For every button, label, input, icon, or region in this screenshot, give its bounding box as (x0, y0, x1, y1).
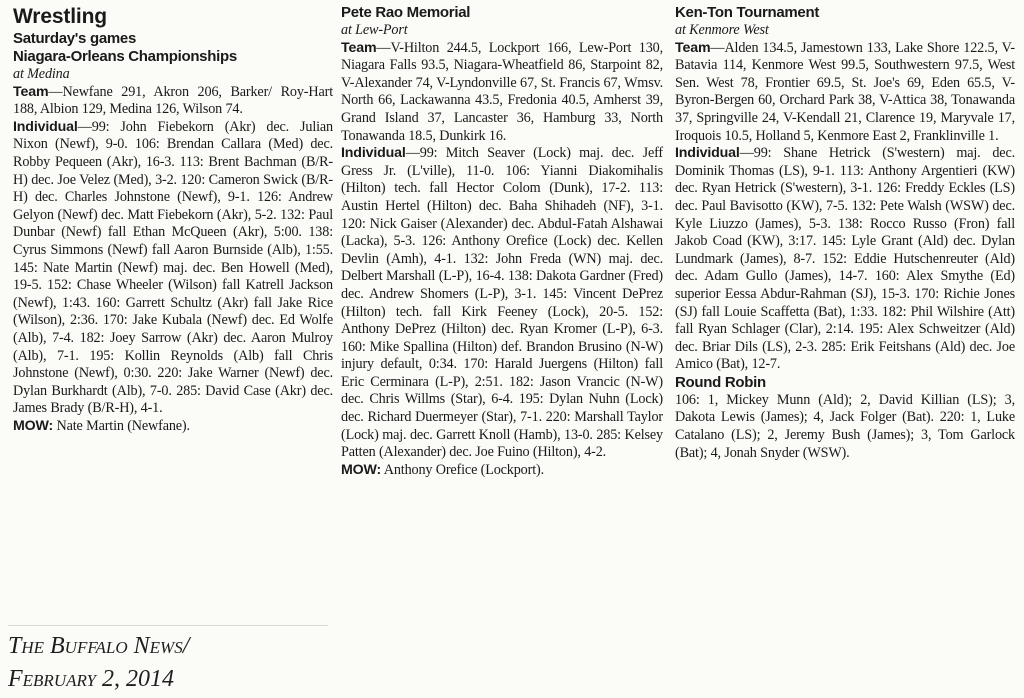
team-results: Team—V-Hilton 244.5, Lockport 166, Lew-Port 130, Niagara Falls 93.5, Niagara-Wheatfield 86, Starpoint 82, V-Alexander 74, V-Lyndonville 67, St. Francis 67, Wmsv. North 66, Lackawanna 43.5, Fredonia 40.5, Amherst 39, Grand Island 37, Lancaster 36, Hamburg 33, North Tonawanda 18.5, Dunkirk 16. (341, 39, 663, 144)
mow: MOW: Anthony Orefice (Lockport). (341, 461, 544, 478)
event-title: Ken-Ton Tournament (675, 4, 820, 21)
mow: MOW: Nate Martin (Newfane). (13, 417, 190, 434)
credit-date: February 2, 2014 (8, 666, 175, 692)
column-ken-ton (675, 4, 1015, 462)
individual-results: Individual—99: Shane Hetrick (S'western) maj. dec. Dominik Thomas (LS), 9-1. 113: Anthony Argentieri (KW) dec. Ryan Hetrick (S'western), 3-1. 126: Freddy Eckles (LS) dec. Paul Bavisotto (KW), 7-5. 132: Pete Walsh (WSW) dec. Kyle Liuzzo (James), 5-3. 138: Rocco Russo (Fron) fall Jakob Coad (KW), 3:17. 145: Lyle Grant (Ald) dec. Dylan Lundmark (James), 8-7. 152: Eddie Hutschenreuter (Ald) dec. Adam Gullo (James), 14-7. 160: Alex Smythe (Ed) superior Eessa Abdur-Rahman (SJ), 15-3. 170: Richie Jones (SJ) fall Louie Scaffetta (Bat), 1:33. 182: Phil Wilshire (Att) fall Ryan Schlager (Clar), 2:14. 195: Alex Schweitzer (Ald) dec. Briar Dils (LS), 2-3. 285: Erik Feitshans (Ald) dec. Joe Amico (Bat), 12-7. (675, 145, 1015, 373)
event-title: Pete Rao Memorial (341, 4, 471, 21)
section-title: Wrestling (13, 5, 107, 28)
column-pete-rao (341, 4, 663, 479)
credit-publication: The Buffalo News/ (8, 633, 190, 659)
team-results: Team—Alden 134.5, Jamestown 133, Lake Shore 122.5, V-Batavia 114, Kenmore West 99.5, Southwestern 97.5, West Sen. West 78, Frontier 69.5, St. Joe's 69, Eden 65.5, V-Byron-Bergen 60, Orchard Park 38, V-Attica 38, Tonawanda 37, Springville 24, V-Kendall 21, Clarence 19, Maryvale 17, Iroquois 10.5, Holland 5, Kenmore East 2, Franklinville 1. (675, 39, 1015, 144)
event-title: Niagara-Orleans Championships (13, 48, 237, 65)
event-venue: at Lew-Port (341, 22, 408, 38)
day-heading: Saturday's games (13, 30, 136, 47)
round-robin-results: 106: 1, Mickey Munn (Ald); 2, David Killian (LS); 3, Dakota Lewis (James); 4, Jack Folger (Bat). 220: 1, Luke Catalano (LS); 2, Jeremy Bush (James); 3, Tom Garlock (Bat); 4, Jonah Snyder (WSW). (675, 391, 1015, 461)
source-credit (8, 625, 328, 696)
individual-results: Individual—99: Mitch Seaver (Lock) maj. dec. Jeff Gress Jr. (L'ville), 11-0. 106: Yianni Diakomihalis (Hilton) tech. fall Hector Colom (Dunk), 17-2. 113: Austin Hertel (Hilton) dec. Baha Shihadeh (NF), 3-1. 120: Nick Gaiser (Alexander) dec. Abdul-Fatah Alshawai (Lacka), 5-3. 126: Anthony Orefice (Lock) dec. Kellen Devlin (Amh), 4-1. 132: John Freda (WN) maj. dec. Delbert Marshall (L-P), 16-4. 138: Dakota Gardner (Fred) dec. Andrew Shomers (L-P), 3-1. 145: Vincent DePrez (Hilton) tech. fall Kirk Feeney (Lock), 20-5. 152: Anthony DePrez (Hilton) dec. Ryan Kromer (L-P), 6-3. 160: Mike Spallina (Hilton) def. Brandon Brusino (N-W) injury default, 0:34. 170: Harald Juergens (Hilton) fall Eric Cerminara (L-P), 2:51. 182: Jason Vrancic (N-W) dec. Chris Willms (Star), 6-4. 195: Dylan Nuhn (Lock) dec. Richard Duermeyer (Star), 7-1. 220: Marshall Taylor (Lock) maj. dec. Garrett Knoll (Hamb), 13-0. 285: Kelsey Patten (Alexander) dec. Joe Fuino (Hilton), 4-2. (341, 145, 663, 461)
individual-results: Individual—99: John Fiebekorn (Akr) dec. Julian Nixon (Newf), 9-0. 106: Brendan Callara (Med) dec. Robby Pequeen (Akr), 16-3. 113: Brent Bachman (B/R-H) dec. Joe Velez (Med), 3-2. 120: Cameron Swick (B/R-H) dec. Charles Johnstone (Newf), 9-1. 126: Andrew Gelyon (Newf) dec. Matt Fiebekorn (Akr), 5-2. 132: Paul Dunbar (Newf) fall Ethan McQueen (Akr), 5:00. 138: Cyrus Simmons (Newf) fall Aaron Burnside (Alb), 1:55. 145: Nate Martin (Newf) maj. dec. Ben Howell (Med), 19-5. 152: Chase Wheeler (Wilson) fall Katrell Jackson (Newf), 1:43. 160: Garrett Schultz (Akr) fall Jake Rice (Wilson), 2:36. 170: Jake Kubala (Newf) dec. Ed Wolfe (Alb), 7-4. 182: Joey Sarrow (Akr) dec. Aaron Mulroy (Alb), 7-1. 195: Kollin Reynolds (Alb) fall Chris Johnstone (Newf), 0:30. 220: Jake Warner (Newf) dec. Dylan Burkhardt (Alb), 7-0. 285: David Case (Akr) dec. James Brady (B/R-H), 4-1. (13, 118, 333, 417)
column-niagara-orleans (13, 4, 333, 435)
team-results: Team—Newfane 291, Akron 206, Barker/ Roy-Hart 188, Albion 129, Medina 126, Wilson 74. (13, 83, 333, 118)
round-robin-title: Round Robin (675, 373, 766, 391)
event-venue: at Kenmore West (675, 22, 769, 38)
event-venue: at Medina (13, 66, 70, 82)
